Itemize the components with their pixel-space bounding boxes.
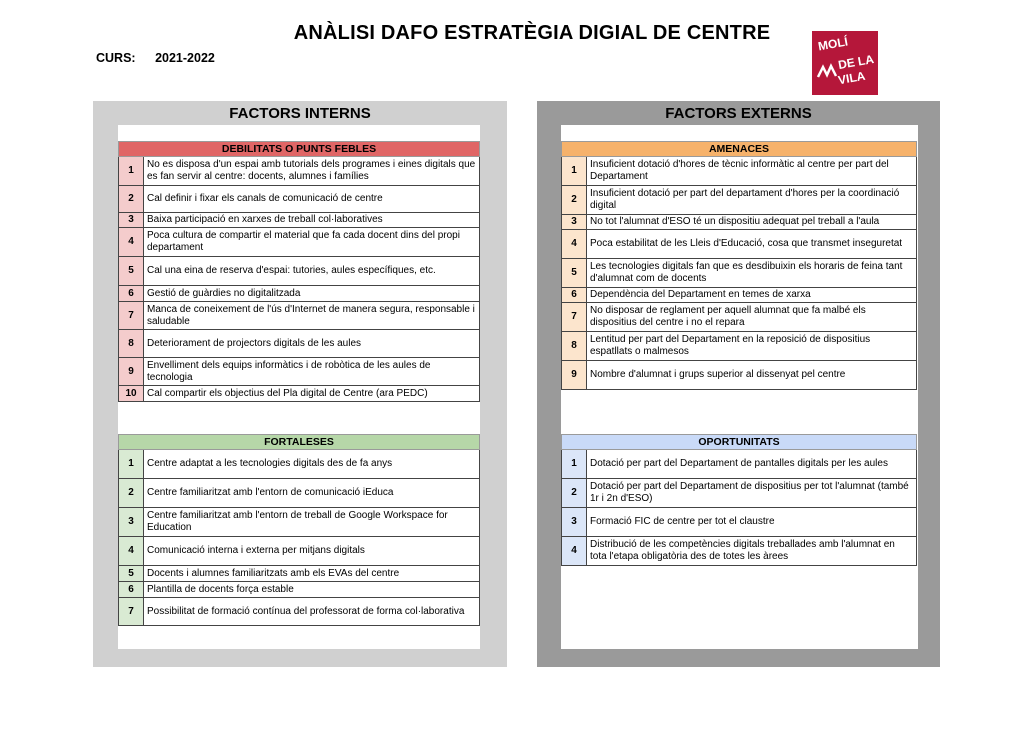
threat-row xyxy=(562,303,917,332)
weakness-text: No es disposa d'un espai amb tutorials dels programes i eines digitals que es fan servir al centre: docents, alumnes i famílies xyxy=(144,157,480,186)
weakness-text: Poca cultura de compartir el material que fa cada docent dins del propi departament xyxy=(144,228,480,257)
strength-text: Centre adaptat a les tecnologies digitals des de fa anys xyxy=(144,450,480,479)
weaknesses-table xyxy=(118,141,480,402)
external-factors-content xyxy=(561,125,918,649)
weakness-row xyxy=(119,286,480,302)
weakness-row xyxy=(119,257,480,286)
weakness-text: Gestió de guàrdies no digitalitzada xyxy=(144,286,480,302)
weakness-number: 1 xyxy=(119,157,144,186)
threat-number: 9 xyxy=(562,361,587,390)
school-logo xyxy=(812,31,878,95)
weakness-number: 4 xyxy=(119,228,144,257)
weakness-number: 5 xyxy=(119,257,144,286)
threat-number: 7 xyxy=(562,303,587,332)
threat-text: Insuficient dotació per part del departament d'hores per la coordinació digital xyxy=(587,186,917,215)
external-factors-panel xyxy=(537,101,940,667)
opportunity-row xyxy=(562,479,917,508)
logo-line-2: DE LA xyxy=(837,51,875,73)
threats-table xyxy=(561,141,917,390)
weakness-number: 8 xyxy=(119,330,144,358)
weakness-number: 2 xyxy=(119,186,144,213)
opportunities-table xyxy=(561,434,917,566)
weakness-text: Cal definir i fixar els canals de comunicació de centre xyxy=(144,186,480,213)
opportunity-row xyxy=(562,450,917,479)
threat-text: No tot l'alumnat d'ESO té un dispositiu adequat pel treball a l'aula xyxy=(587,215,917,230)
strength-number: 1 xyxy=(119,450,144,479)
threat-text: Dependència del Departament en temes de xarxa xyxy=(587,288,917,303)
threat-row xyxy=(562,157,917,186)
weakness-row xyxy=(119,157,480,186)
strength-number: 7 xyxy=(119,598,144,626)
weakness-row xyxy=(119,186,480,213)
weakness-text: Manca de coneixement de l'ús d'Internet de manera segura, responsable i saludable xyxy=(144,302,480,330)
opportunity-number: 2 xyxy=(562,479,587,508)
weakness-text: Baixa participació en xarxes de treball col·laboratives xyxy=(144,213,480,228)
internal-factors-title: FACTORS INTERNS xyxy=(229,105,371,122)
course-info xyxy=(96,51,231,65)
strengths-table xyxy=(118,434,480,626)
opportunity-number: 3 xyxy=(562,508,587,537)
strength-text: Plantilla de docents força estable xyxy=(144,582,480,598)
threats-header: AMENACES xyxy=(562,142,917,157)
internal-factors-content xyxy=(118,125,480,649)
strength-text: Docents i alumnes familiaritzats amb els EVAs del centre xyxy=(144,566,480,582)
weakness-text: Envelliment dels equips informàtics i de robòtica de les aules de tecnologia xyxy=(144,358,480,386)
weakness-text: Deteriorament de projectors digitals de les aules xyxy=(144,330,480,358)
weakness-number: 10 xyxy=(119,386,144,402)
threat-number: 1 xyxy=(562,157,587,186)
threat-number: 3 xyxy=(562,215,587,230)
threat-number: 5 xyxy=(562,259,587,288)
strength-row xyxy=(119,598,480,626)
threat-row xyxy=(562,361,917,390)
opportunity-text: Distribució de les competències digitals treballades amb l'alumnat en tota l'etapa obligatòria des de totes les àrees xyxy=(587,537,917,566)
threat-row xyxy=(562,186,917,215)
threat-text: Poca estabilitat de les Lleis d'Educació, cosa que transmet inseguretat xyxy=(587,230,917,259)
weakness-row xyxy=(119,386,480,402)
opportunity-text: Dotació per part del Departament de pantalles digitals per les aules xyxy=(587,450,917,479)
strength-text: Centre familiaritzat amb l'entorn de treball de Google Workspace for Education xyxy=(144,508,480,537)
weakness-row xyxy=(119,358,480,386)
strength-number: 4 xyxy=(119,537,144,566)
weakness-number: 7 xyxy=(119,302,144,330)
threat-row xyxy=(562,259,917,288)
weaknesses-header: DEBILITATS O PUNTS FEBLES xyxy=(119,142,480,157)
strength-row xyxy=(119,537,480,566)
weakness-number: 3 xyxy=(119,213,144,228)
weakness-row xyxy=(119,213,480,228)
opportunities-header: OPORTUNITATS xyxy=(562,435,917,450)
opportunity-row xyxy=(562,537,917,566)
opportunity-row xyxy=(562,508,917,537)
strength-row xyxy=(119,450,480,479)
opportunity-text: Dotació per part del Departament de dispositius per tot l'alumnat (també 1r i 2n d'ESO) xyxy=(587,479,917,508)
threat-number: 4 xyxy=(562,230,587,259)
weakness-row xyxy=(119,228,480,257)
threat-row xyxy=(562,332,917,361)
threat-text: No disposar de reglament per aquell alumnat que fa malbé els dispositius del centre i no el repara xyxy=(587,303,917,332)
threat-row xyxy=(562,288,917,303)
threat-text: Insuficient dotació d'hores de tècnic informàtic al centre per part del Departament xyxy=(587,157,917,186)
weakness-number: 6 xyxy=(119,286,144,302)
threat-number: 8 xyxy=(562,332,587,361)
weakness-text: Cal compartir els objectius del Pla digital de Centre (ara PEDC) xyxy=(144,386,480,402)
strengths-header: FORTALESES xyxy=(119,435,480,450)
strength-text: Comunicació interna i externa per mitjans digitals xyxy=(144,537,480,566)
strength-row xyxy=(119,508,480,537)
threat-row xyxy=(562,215,917,230)
strength-row xyxy=(119,566,480,582)
logo-mark-icon xyxy=(816,63,838,81)
internal-factors-panel xyxy=(93,101,507,667)
threat-number: 2 xyxy=(562,186,587,215)
weakness-row xyxy=(119,330,480,358)
weakness-number: 9 xyxy=(119,358,144,386)
strength-number: 3 xyxy=(119,508,144,537)
opportunity-number: 1 xyxy=(562,450,587,479)
logo-line-1: MOLÍ xyxy=(817,34,849,54)
course-value: 2021-2022 xyxy=(155,51,215,65)
threat-number: 6 xyxy=(562,288,587,303)
page-title: ANÀLISI DAFO ESTRATÈGIA DIGIAL DE CENTRE xyxy=(293,22,771,44)
threat-text: Lentitud per part del Departament en la reposició de dispositius espatllats o malmesos xyxy=(587,332,917,361)
opportunity-number: 4 xyxy=(562,537,587,566)
external-factors-title: FACTORS EXTERNS xyxy=(665,105,812,122)
course-label: CURS: xyxy=(96,51,136,65)
strength-number: 2 xyxy=(119,479,144,508)
threat-row xyxy=(562,230,917,259)
weakness-row xyxy=(119,302,480,330)
strength-row xyxy=(119,582,480,598)
strength-number: 6 xyxy=(119,582,144,598)
threat-text: Les tecnologies digitals fan que es desdibuixin els horaris de feina tant d'alumnat com de docents xyxy=(587,259,917,288)
strength-number: 5 xyxy=(119,566,144,582)
opportunity-text: Formació FIC de centre per tot el claustre xyxy=(587,508,917,537)
strength-text: Centre familiaritzat amb l'entorn de comunicació iEduca xyxy=(144,479,480,508)
threat-text: Nombre d'alumnat i grups superior al dissenyat pel centre xyxy=(587,361,917,390)
logo-line-3: VILA xyxy=(836,68,867,88)
strength-row xyxy=(119,479,480,508)
strength-text: Possibilitat de formació contínua del professorat de forma col·laborativa xyxy=(144,598,480,626)
weakness-text: Cal una eina de reserva d'espai: tutories, aules específiques, etc. xyxy=(144,257,480,286)
